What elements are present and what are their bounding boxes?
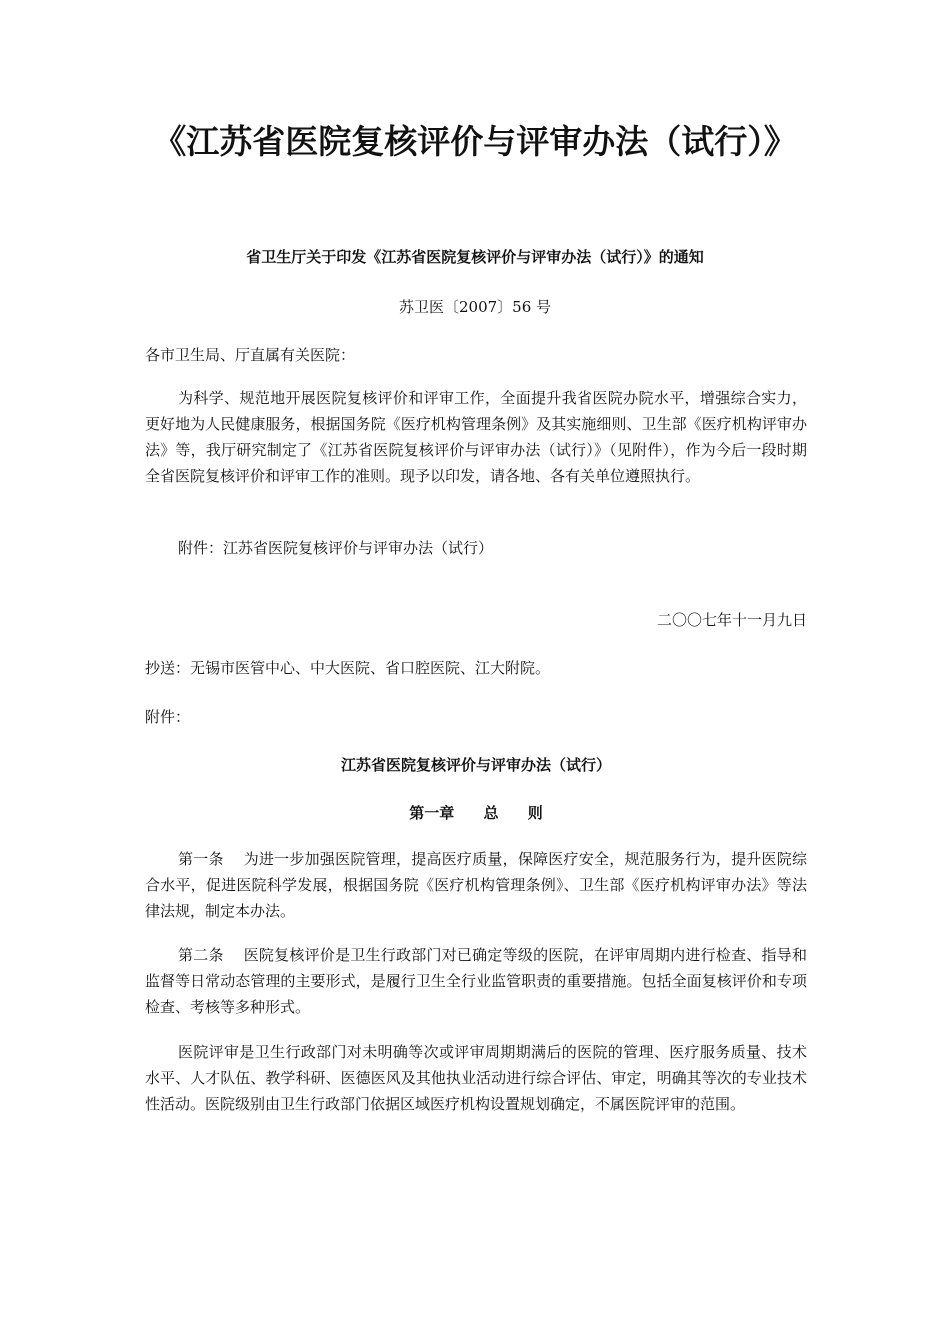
article-2-paragraph-2: 医院评审是卫生行政部门对未明确等次或评审周期期满后的医院的管理、医疗服务质量、技术水平、人才队伍、教学科研、医德医风及其他执业活动进行综合评估、审定，明确其等次的专业技术性活动。医院级别由卫生行政部门依据区域医疗机构设置规划确定，不属医院评审的范围。	[145, 1043, 807, 1113]
article-1-text: 为进一步加强医院管理，提高医疗质量，保障医疗安全，规范服务行为，提升医院综合水平，促进医院科学发展，根据国务院《医疗机构管理条例》、卫生部《医疗机构评审办法》等法律法规，制定本办法。	[145, 850, 807, 920]
chapter-title: 第一章 总 则	[409, 804, 543, 822]
cc-list: 抄送：无锡市医管中心、中大医院、省口腔医院、江大附院。	[145, 659, 551, 677]
attachment-note: 附件：江苏省医院复核评价与评审办法（试行）	[178, 539, 494, 557]
article-1	[145, 846, 807, 924]
addressee: 各市卫生局、厅直属有关医院：	[145, 346, 356, 364]
document-number: 苏卫医〔2007〕56 号	[398, 298, 552, 316]
article-2-text: 医院复核评价是卫生行政部门对已确定等级的医院，在评审周期内进行检查、指导和监督等日常动态管理的主要形式，是履行卫生全行业监管职责的重要措施。包括全面复核评价和专项检查、考核等多种形式。	[145, 946, 807, 1016]
article-1-label: 第一条	[178, 850, 224, 868]
article-2-label: 第二条	[178, 946, 224, 964]
notice-body-paragraph: 为科学、规范地开展医院复核评价和评审工作，全面提升我省医院办院水平，增强综合实力，更好地为人民健康服务，根据国务院《医疗机构管理条例》及其实施细则、卫生部《医疗机构评审办法》等，我厅研究制定了《江苏省医院复核评价与评审办法（试行）》（见附件），作为今后一段时期全省医院复核评价和评审工作的准则。现予以印发，请各地、各有关单位遵照执行。	[145, 389, 807, 485]
attachment-label: 附件：	[145, 708, 191, 726]
issue-date: 二〇〇七年十一月九日	[656, 611, 807, 629]
notice-title: 省卫生厅关于印发《江苏省医院复核评价与评审办法（试行）》的通知	[246, 248, 704, 266]
article-2	[145, 942, 807, 1020]
rules-title: 江苏省医院复核评价与评审办法（试行）	[340, 756, 611, 774]
document-main-title: 《江苏省医院复核评价与评审办法（试行）》	[153, 122, 797, 161]
